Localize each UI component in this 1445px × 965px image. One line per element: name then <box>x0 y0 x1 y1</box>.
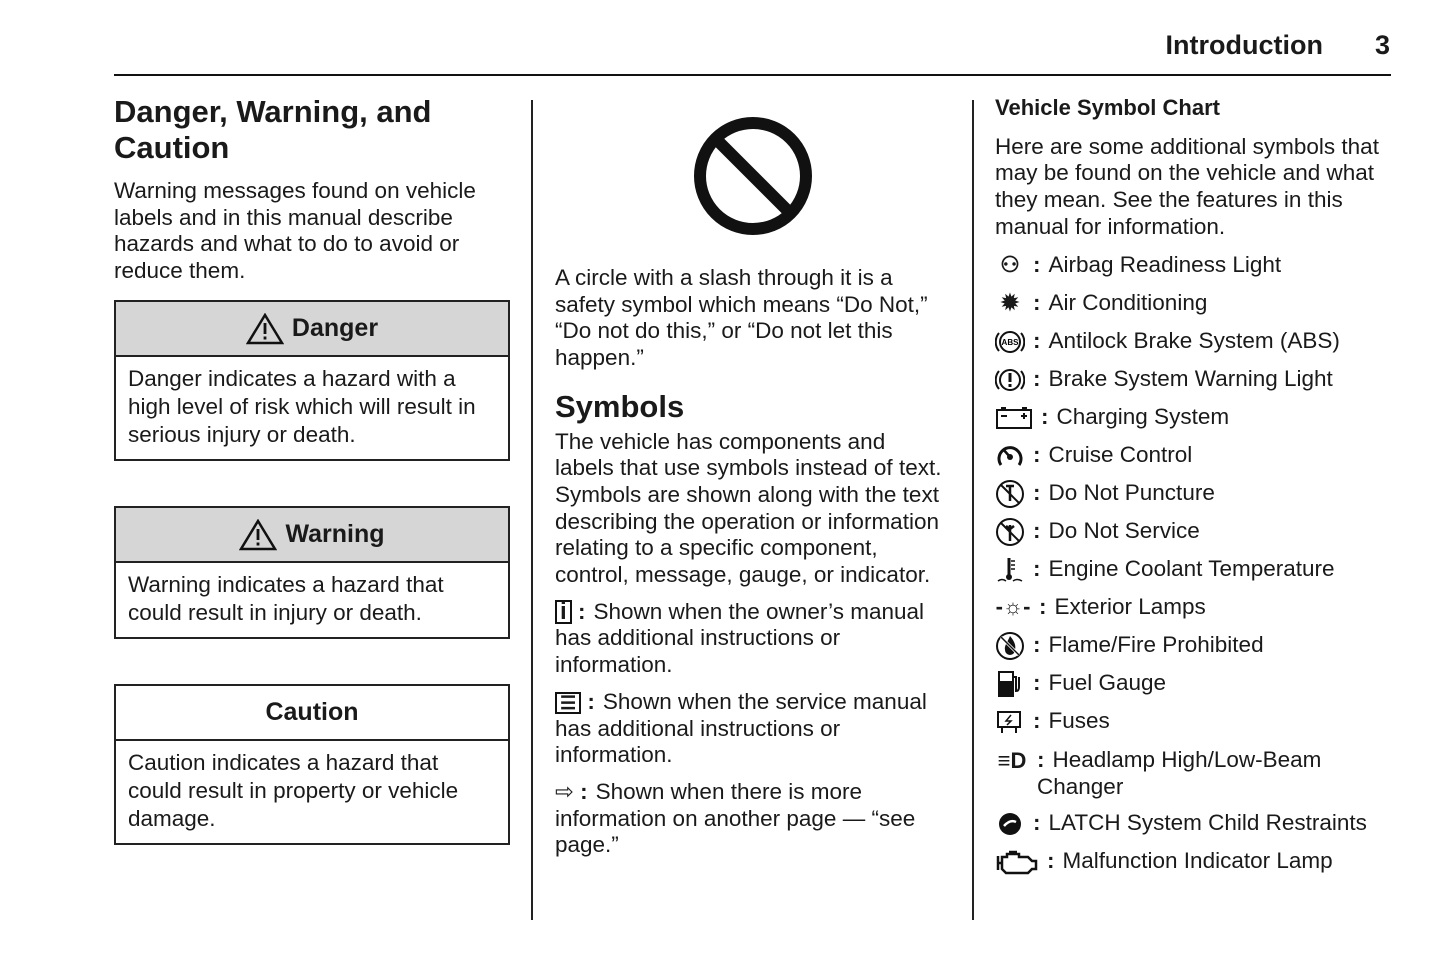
exterior-lamps-icon: -☼- <box>995 594 1031 620</box>
middle-column <box>555 265 945 859</box>
warning-triangle-icon <box>239 519 277 551</box>
do-not-puncture-icon <box>995 479 1025 509</box>
symbol-item: : Malfunction Indicator Lamp <box>995 843 1395 881</box>
note-service-manual: ☰ : Shown when the service manual has additional instructions or information. <box>555 688 927 768</box>
coolant-temperature-icon <box>995 555 1025 585</box>
symbol-chart-intro: Here are some additional symbols that may be found on the vehicle and what they mean. See the features in this manual for information. <box>995 133 1379 239</box>
symbol-item: -☼- : Exterior Lamps <box>995 589 1395 627</box>
battery-icon <box>995 403 1033 433</box>
symbol-item: : Fuel Gauge <box>995 665 1395 703</box>
no-symbol-icon <box>692 115 814 237</box>
symbol-item: : Engine Coolant Temperature <box>995 551 1395 589</box>
symbol-chart-heading: Vehicle Symbol Chart <box>995 95 1220 120</box>
column-divider <box>531 100 533 920</box>
svg-text:ABS: ABS <box>1001 337 1019 347</box>
symbol-item: : Flame/Fire Prohibited <box>995 627 1395 665</box>
danger-title: Danger <box>291 314 379 342</box>
left-column <box>114 94 514 285</box>
danger-box <box>114 300 510 461</box>
section-heading: Danger, Warning, and Caution <box>114 94 432 165</box>
symbol-item: ABS : Antilock Brake System (ABS) <box>995 323 1395 361</box>
symbols-heading: Symbols <box>555 388 685 424</box>
owners-manual-icon: i <box>555 600 572 624</box>
do-not-service-icon <box>995 517 1025 547</box>
symbol-item: : Fuses <box>995 703 1395 741</box>
cruise-control-icon <box>995 441 1025 471</box>
service-manual-icon: ☰ <box>555 692 581 714</box>
symbol-item: : Do Not Puncture <box>995 475 1395 513</box>
symbol-item: : Do Not Service <box>995 513 1395 551</box>
header-rule <box>114 74 1391 76</box>
symbol-item: : Cruise Control <box>995 437 1395 475</box>
symbols-text: The vehicle has components and labels that use symbols instead of text. Symbols are shown along with the text describing the operation or information relating to a specific component, control, message, gauge, or indicator. <box>555 428 942 588</box>
danger-text: Danger indicates a hazard with a high level of risk which will result in serious injury or death. <box>128 366 476 447</box>
symbol-item: ≡D : Headlamp High/Low-Beam Changer <box>995 741 1395 805</box>
right-column <box>995 95 1395 881</box>
fuses-icon <box>995 707 1025 737</box>
fuel-gauge-icon <box>995 669 1025 699</box>
airbag-icon: ⚇ <box>1000 252 1020 278</box>
latch-icon <box>995 809 1025 839</box>
symbol-item: : LATCH System Child Restraints <box>995 805 1395 843</box>
symbol-item: : Charging System <box>995 399 1395 437</box>
column-divider <box>972 100 974 920</box>
engine-icon <box>995 847 1039 877</box>
symbol-item: : Brake System Warning Light <box>995 361 1395 399</box>
intro-text: Warning messages found on vehicle labels and in this manual describe hazards and what to do to avoid or reduce them. <box>114 178 476 284</box>
circle-slash-text: A circle with a slash through it is a safety symbol which means “Do Not,” “Do not do this,” or “Do not let this happen.” <box>555 265 928 371</box>
flame-prohibited-icon <box>995 631 1025 661</box>
section-title: Introduction <box>1165 30 1323 60</box>
page-header <box>1166 30 1391 61</box>
caution-title: Caution <box>265 698 359 726</box>
abs-icon <box>995 327 1025 357</box>
brake-warning-icon <box>995 365 1025 395</box>
warning-triangle-icon <box>246 313 284 345</box>
note-owners-manual: i : Shown when the owner’s manual has additional instructions or information. <box>555 597 925 678</box>
headlamp-icon: ≡D <box>997 748 1027 774</box>
symbol-list <box>995 247 1395 881</box>
symbol-item: ⚇ : Airbag Readiness Light <box>995 247 1395 285</box>
warning-text: Warning indicates a hazard that could result in injury or death. <box>128 572 444 625</box>
note-see-page: ⇨ : Shown when there is more information on another page — “see page.” <box>555 778 916 858</box>
caution-text: Caution indicates a hazard that could result in property or vehicle damage. <box>128 750 459 831</box>
symbol-item: ✹ : Air Conditioning <box>995 285 1395 323</box>
page-number: 3 <box>1374 30 1390 60</box>
air-conditioning-icon: ✹ <box>1000 290 1020 316</box>
warning-title: Warning <box>285 520 385 548</box>
arrow-right-icon: ⇨ <box>555 778 574 804</box>
caution-box <box>114 684 510 845</box>
warning-box <box>114 506 510 639</box>
